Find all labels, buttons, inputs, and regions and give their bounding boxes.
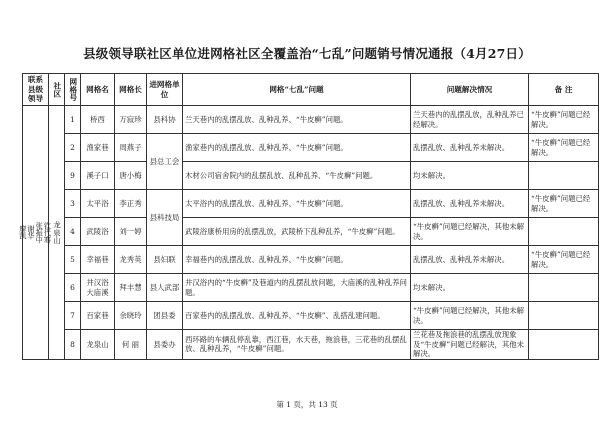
resolution: 乱摆乱放、乱种乱养未解决。 [411, 134, 529, 162]
problem: 井汉浴内的“牛皮癣”及巷道内的乱摆乱放问题，大庙溪的乱种乱养问题。 [183, 274, 411, 302]
grid-no: 4 [65, 218, 81, 246]
unit: 县总工会 [147, 134, 183, 190]
unit: 县委办 [147, 330, 183, 360]
remark [529, 302, 599, 330]
resolution: 乱摆乱放、乱种乱养未解决。 [411, 246, 529, 274]
unit: 县人武部 [147, 274, 183, 302]
grid-name: 渔家巷 [81, 134, 115, 162]
grid-head: 李正秀 [115, 190, 147, 218]
header-problem: 网格“七乱”问题 [183, 74, 411, 106]
table-row [23, 134, 599, 162]
leader-name: 谢华 [27, 225, 36, 240]
header-unit: 进网格单位 [147, 74, 183, 106]
header-community: 社区 [52, 81, 62, 98]
table-row [23, 218, 599, 246]
grid-no: 3 [65, 190, 81, 218]
header-leader: 联系县级领导 [23, 74, 49, 106]
header-resolution: 问题解决情况 [411, 74, 529, 106]
resolution: 兰花巷及拖浪巷的乱摆乱放现象及“牛皮癣”问题已经解决，其他未解决。 [411, 330, 529, 360]
grid-head: 龙秀英 [115, 246, 147, 274]
remark: “牛皮癣”问题已经解决。 [529, 134, 599, 162]
header-grid-head: 网格长 [115, 74, 147, 106]
problem: 兰天巷内的乱摆乱放、乱种乱养、“牛皮癣”问题。 [183, 106, 411, 134]
report-table [18, 73, 599, 360]
problem: 百家巷内的乱摆乱放、乱种乱养、“牛皮癣”、乱搭乱建问题。 [183, 302, 411, 330]
remark [529, 218, 599, 246]
grid-name: 井汉浴大庙溪 [81, 274, 115, 302]
page-title: 县级领导联社区单位进网格社区全覆盖治“七乱”问题销号情况通报（4月27日） [83, 46, 531, 61]
grid-name: 武陵浴 [81, 218, 115, 246]
unit: 团县委 [147, 302, 183, 330]
table-row [23, 274, 599, 302]
resolution: “牛皮癣”问题已经解决，其他未解决。 [411, 218, 529, 246]
header-grid-name: 网格名 [81, 74, 115, 106]
grid-name: 溪子口 [81, 162, 115, 190]
problem: 武陵浴康桥用房的乱摆乱放，武陵桥下乱种乱养，“牛皮癣”问题。 [183, 218, 411, 246]
problem: 西环路的车辆乱停乱靠，西江巷，水天巷，拖浪巷，三花巷的乱摆乱放、乱种乱养，“牛皮癣”问题。 [183, 330, 411, 360]
grid-no: 1 [65, 106, 81, 134]
grid-head: 余晓玲 [115, 302, 147, 330]
table-row [23, 302, 599, 330]
grid-head: 唐小梅 [115, 162, 147, 190]
community-name: 龙泉山 [52, 221, 62, 244]
table-row [23, 330, 599, 360]
grid-head: 万寂珍 [115, 106, 147, 134]
unit: 县科协 [147, 106, 183, 134]
resolution: 兰天巷内的乱摆乱放，乱种乱养已经解决。 [411, 106, 529, 134]
problem: 渔家巷内的乱摆乱放、乱种乱养、“牛皮癣”问题。 [183, 134, 411, 162]
grid-no: 7 [65, 302, 81, 330]
unit: 县妇联 [147, 246, 183, 274]
grid-no: 2 [65, 134, 81, 162]
problem: 太平浴内的乱摆乱放、乱种乱养、“牛皮癣”问题。 [183, 190, 411, 218]
problem: 幸福巷内的乱摆乱放、乱种乱养、“牛皮癣”问题。 [183, 246, 411, 274]
leaders-cell [18, 106, 53, 360]
grid-head: 刘一婷 [115, 218, 147, 246]
problem: 木材公司宿舍院内的乱摆乱放、乱种乱养、“牛皮癣”问题。 [183, 162, 411, 190]
unit: 县科技局 [147, 190, 183, 246]
grid-no: 6 [65, 274, 81, 302]
table-row [23, 246, 599, 274]
resolution: 均未解决。 [411, 274, 529, 302]
grid-no: 8 [65, 330, 81, 360]
table-row [23, 190, 599, 218]
resolution: 乱摆乱放、乱种乱养未解决。 [411, 190, 529, 218]
remark: “牛皮癣”问题已经解决。 [529, 190, 599, 218]
grid-name: 桥西 [81, 106, 115, 134]
remark [529, 274, 599, 302]
remark: “牛皮癣”问题已经解决。 [529, 106, 599, 134]
grid-name: 百家巷 [81, 302, 115, 330]
leader-name: 张振中 [35, 221, 45, 244]
leader-name: 廖凯 [18, 225, 28, 240]
table-row [23, 162, 599, 190]
remark [529, 330, 599, 360]
remark [529, 162, 599, 190]
leader-name: 钦代骞 [43, 221, 53, 244]
grid-head: 周燕子 [115, 134, 147, 162]
grid-no: 9 [65, 162, 81, 190]
remark: “牛皮癣”问题已经解决。 [529, 246, 599, 274]
resolution: “牛皮癣”问题已经解决，其他未解决。 [411, 302, 529, 330]
page-footer: 第 1 页，共 13 页 [276, 400, 338, 409]
grid-head: 何 丽 [115, 330, 147, 360]
grid-name: 龙泉山 [81, 330, 115, 360]
header-remark: 备 注 [529, 74, 599, 106]
header-grid: 网格号 [68, 78, 78, 101]
grid-name: 太平浴 [81, 190, 115, 218]
grid-head: 拜丰慧 [115, 274, 147, 302]
table-row [23, 106, 599, 134]
resolution: 均未解决。 [411, 162, 529, 190]
grid-name: 幸福巷 [81, 246, 115, 274]
grid-no: 5 [65, 246, 81, 274]
